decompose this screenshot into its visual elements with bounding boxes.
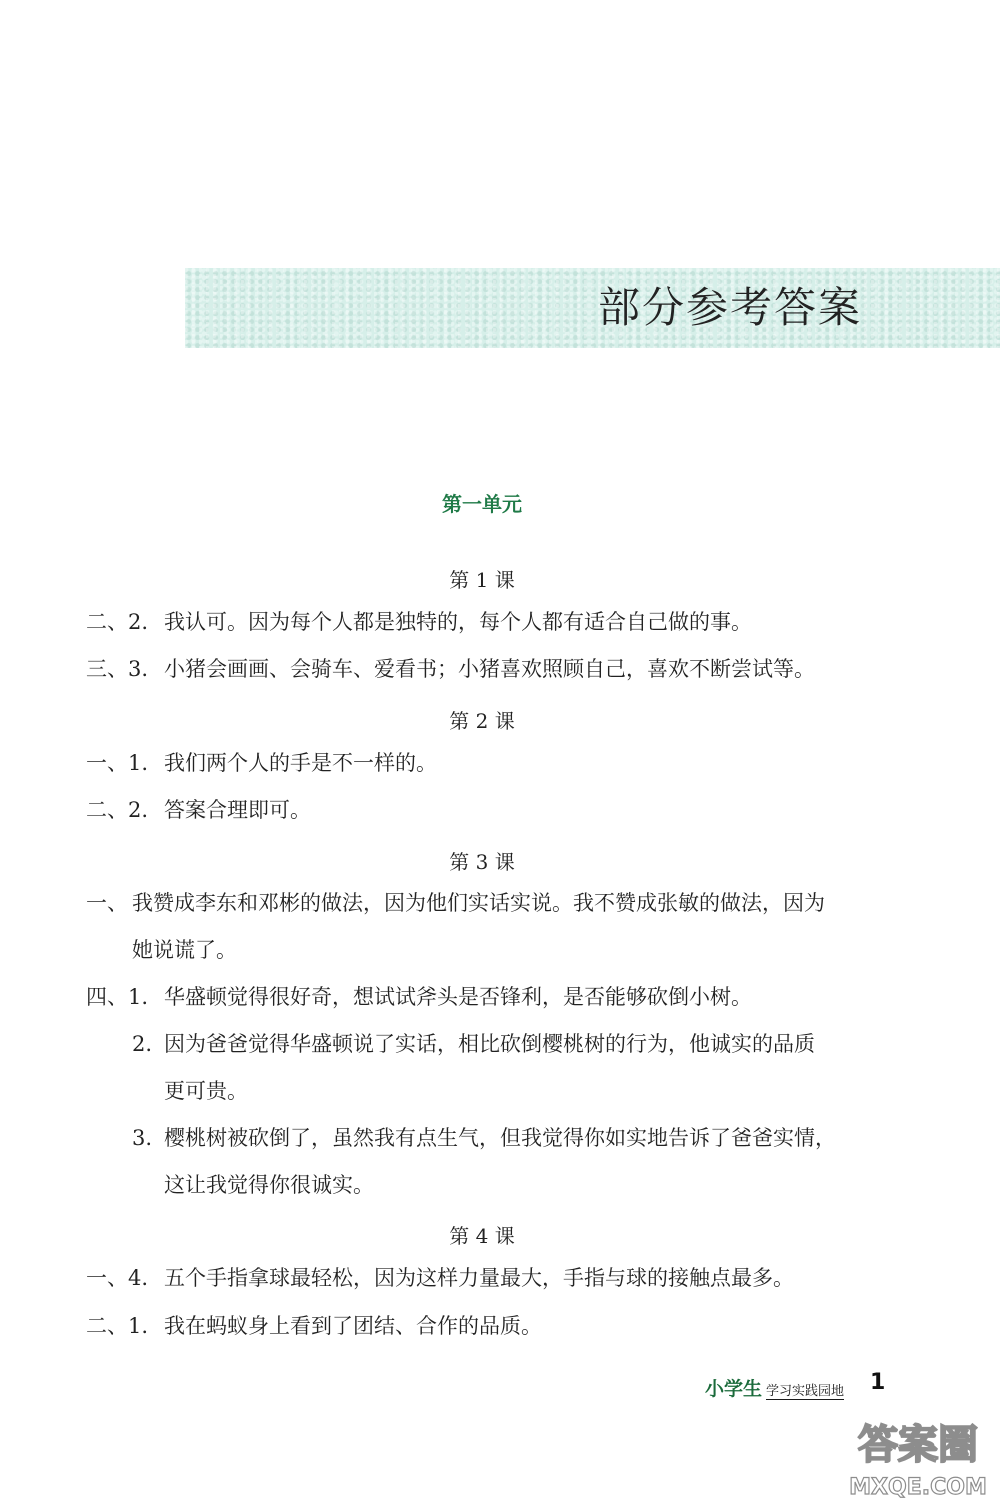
- watermark-logo: [838, 1406, 998, 1502]
- answer-line: [86, 1311, 542, 1341]
- answer-number: 三、3.: [86, 657, 149, 681]
- brand-sub: 学习实践园地: [766, 1380, 844, 1400]
- answer-number: 二、1.: [86, 1314, 149, 1338]
- answer-text: 这让我觉得你很诚实。: [164, 1173, 374, 1197]
- answer-line-continued: [132, 935, 237, 965]
- answer-text: 更可贵。: [164, 1079, 248, 1103]
- answer-number: 四、1.: [86, 985, 149, 1009]
- answer-number: 一、4.: [86, 1266, 149, 1290]
- answer-line: [132, 1029, 815, 1059]
- answer-line: [86, 654, 815, 684]
- lesson-heading-4: 第 4 课: [449, 1224, 515, 1248]
- answer-text: 答案合理即可。: [164, 798, 311, 822]
- answer-text: 因为爸爸觉得华盛顿说了实话，相比砍倒樱桃树的行为，他诚实的品质: [164, 1032, 815, 1056]
- answer-line-continued: [164, 1170, 374, 1200]
- answer-text: 我认可。因为每个人都是独特的，每个人都有适合自己做的事。: [164, 610, 752, 634]
- lesson-heading-3: 第 3 课: [449, 850, 515, 874]
- unit-heading: 第一单元: [442, 492, 522, 516]
- answer-number: 二、2.: [86, 610, 149, 634]
- lesson-heading-2: 第 2 课: [449, 709, 515, 733]
- answer-line: [86, 888, 825, 918]
- answer-line-continued: [164, 1076, 248, 1106]
- page-title: 部分参考答案: [597, 283, 862, 332]
- page-number: 1: [870, 1370, 886, 1395]
- answer-number: 一、1.: [86, 751, 149, 775]
- watermark-top: 答案圈: [858, 1422, 978, 1468]
- answer-number: 二、2.: [86, 798, 149, 822]
- answer-text: 五个手指拿球最轻松，因为这样力量最大，手指与球的接触点最多。: [164, 1266, 794, 1290]
- answer-line: [86, 607, 752, 637]
- brand-main: 小学生: [705, 1378, 763, 1400]
- answer-line: [86, 795, 311, 825]
- answer-text: 我赞成李东和邓彬的做法，因为他们实话实说。我不赞成张敏的做法，因为: [132, 891, 825, 915]
- answer-text: 我们两个人的手是不一样的。: [164, 751, 437, 775]
- answer-line: [132, 1123, 836, 1153]
- answer-line: [86, 1263, 794, 1293]
- watermark-bottom: MXQE.COM: [849, 1475, 987, 1500]
- answer-text: 华盛顿觉得很好奇，想试试斧头是否锋利，是否能够砍倒小树。: [164, 985, 752, 1009]
- answer-text: 小猪会画画、会骑车、爱看书；小猪喜欢照顾自己，喜欢不断尝试等。: [164, 657, 815, 681]
- answer-line: [86, 982, 752, 1012]
- answer-text: 我在蚂蚁身上看到了团结、合作的品质。: [164, 1314, 542, 1338]
- answer-line: [86, 748, 437, 778]
- lesson-heading-1: 第 1 课: [449, 568, 515, 592]
- answer-text: 樱桃树被砍倒了，虽然我有点生气，但我觉得你如实地告诉了爸爸实情，: [164, 1126, 836, 1150]
- answer-text: 她说谎了。: [132, 938, 237, 962]
- answer-number: 3.: [132, 1126, 153, 1150]
- answer-number: 2.: [132, 1032, 153, 1056]
- answer-number: 一、: [86, 891, 128, 915]
- title-band: [185, 268, 1000, 348]
- footer-brand: [705, 1374, 844, 1401]
